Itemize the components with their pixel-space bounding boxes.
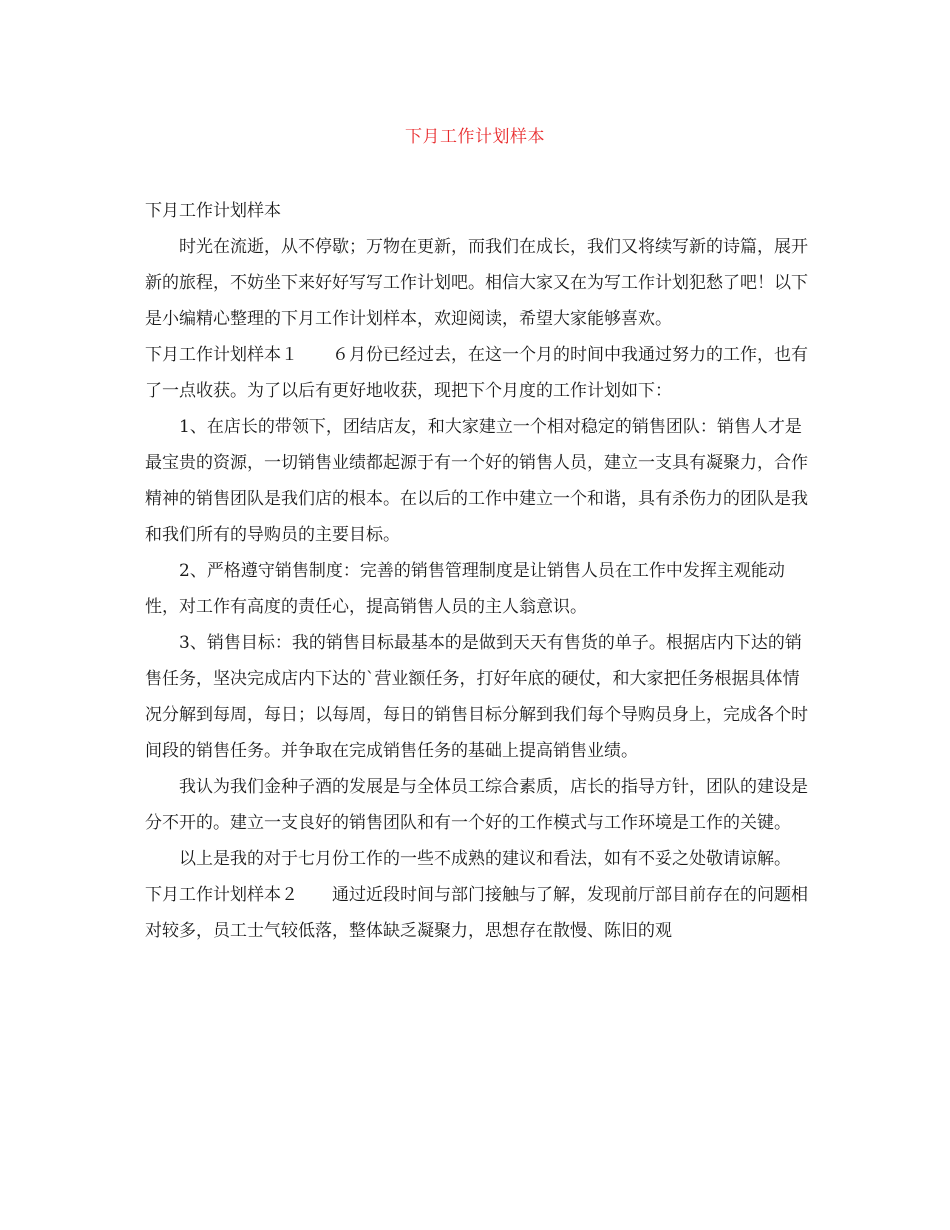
paragraph-closing: 以上是我的对于七月份工作的一些不成熟的建议和看法，如有不妥之处敬请谅解。	[179, 849, 791, 869]
paragraph-item-2: 2、严格遵守销售制度：完善的销售管理制度是让销售人员在工作中发挥主观能动性，对工作有高度的责任心，提高销售人员的主人翁意识。	[145, 561, 785, 617]
document-title: 下月工作计划样本	[405, 127, 545, 147]
paragraph-intro: 时光在流逝，从不停歇；万物在更新，而我们在成长，我们又将续写新的诗篇，展开新的旅程，不妨坐下来好好写写工作计划吧。相信大家又在为写工作计划犯愁了吧！以下是小编精心整理的下月工作计划样本，欢迎阅读，希望大家能够喜欢。	[145, 237, 808, 329]
paragraph-item-3: 3、销售目标：我的销售目标最基本的是做到天天有售货的单子。根据店内下达的销售任务，坚决完成店内下达的`营业额任务，打好年底的硬仗，和大家把任务根据具体情况分解到每周，每日；以每周，每日的销售目标分解到我们每个导购员身上，完成各个时间段的销售任务。并争取在完成销售任务的基础上提高销售业绩。	[145, 633, 808, 761]
document-body	[145, 193, 810, 949]
paragraph-sample-1: 下月工作计划样本１ ６月份已经过去，在这一个月的时间中我通过努力的工作，也有了一点收获。为了以后有更好地收获，现把下个月度的工作计划如下：	[145, 345, 808, 401]
paragraph-sample-2: 下月工作计划样本２ 通过近段时间与部门接触与了解，发现前厅部目前存在的问题相对较多，员工士气较低落，整体缺乏凝聚力，思想存在散慢、陈旧的观	[145, 885, 808, 941]
paragraph-team: 我认为我们金种子酒的发展是与全体员工综合素质，店长的指导方针，团队的建设是分不开的。建立一支良好的销售团队和有一个好的工作模式与工作环境是工作的关键。	[145, 777, 808, 833]
section-heading: 下月工作计划样本	[145, 201, 281, 221]
paragraph-item-1: 1、在店长的带领下，团结店友，和大家建立一个相对稳定的销售团队：销售人才是最宝贵的资源，一切销售业绩都起源于有一个好的销售人员，建立一支具有凝聚力，合作精神的销售团队是我们店的根本。在以后的工作中建立一个和谐，具有杀伤力的团队是我和我们所有的导购员的主要目标。	[145, 417, 808, 545]
